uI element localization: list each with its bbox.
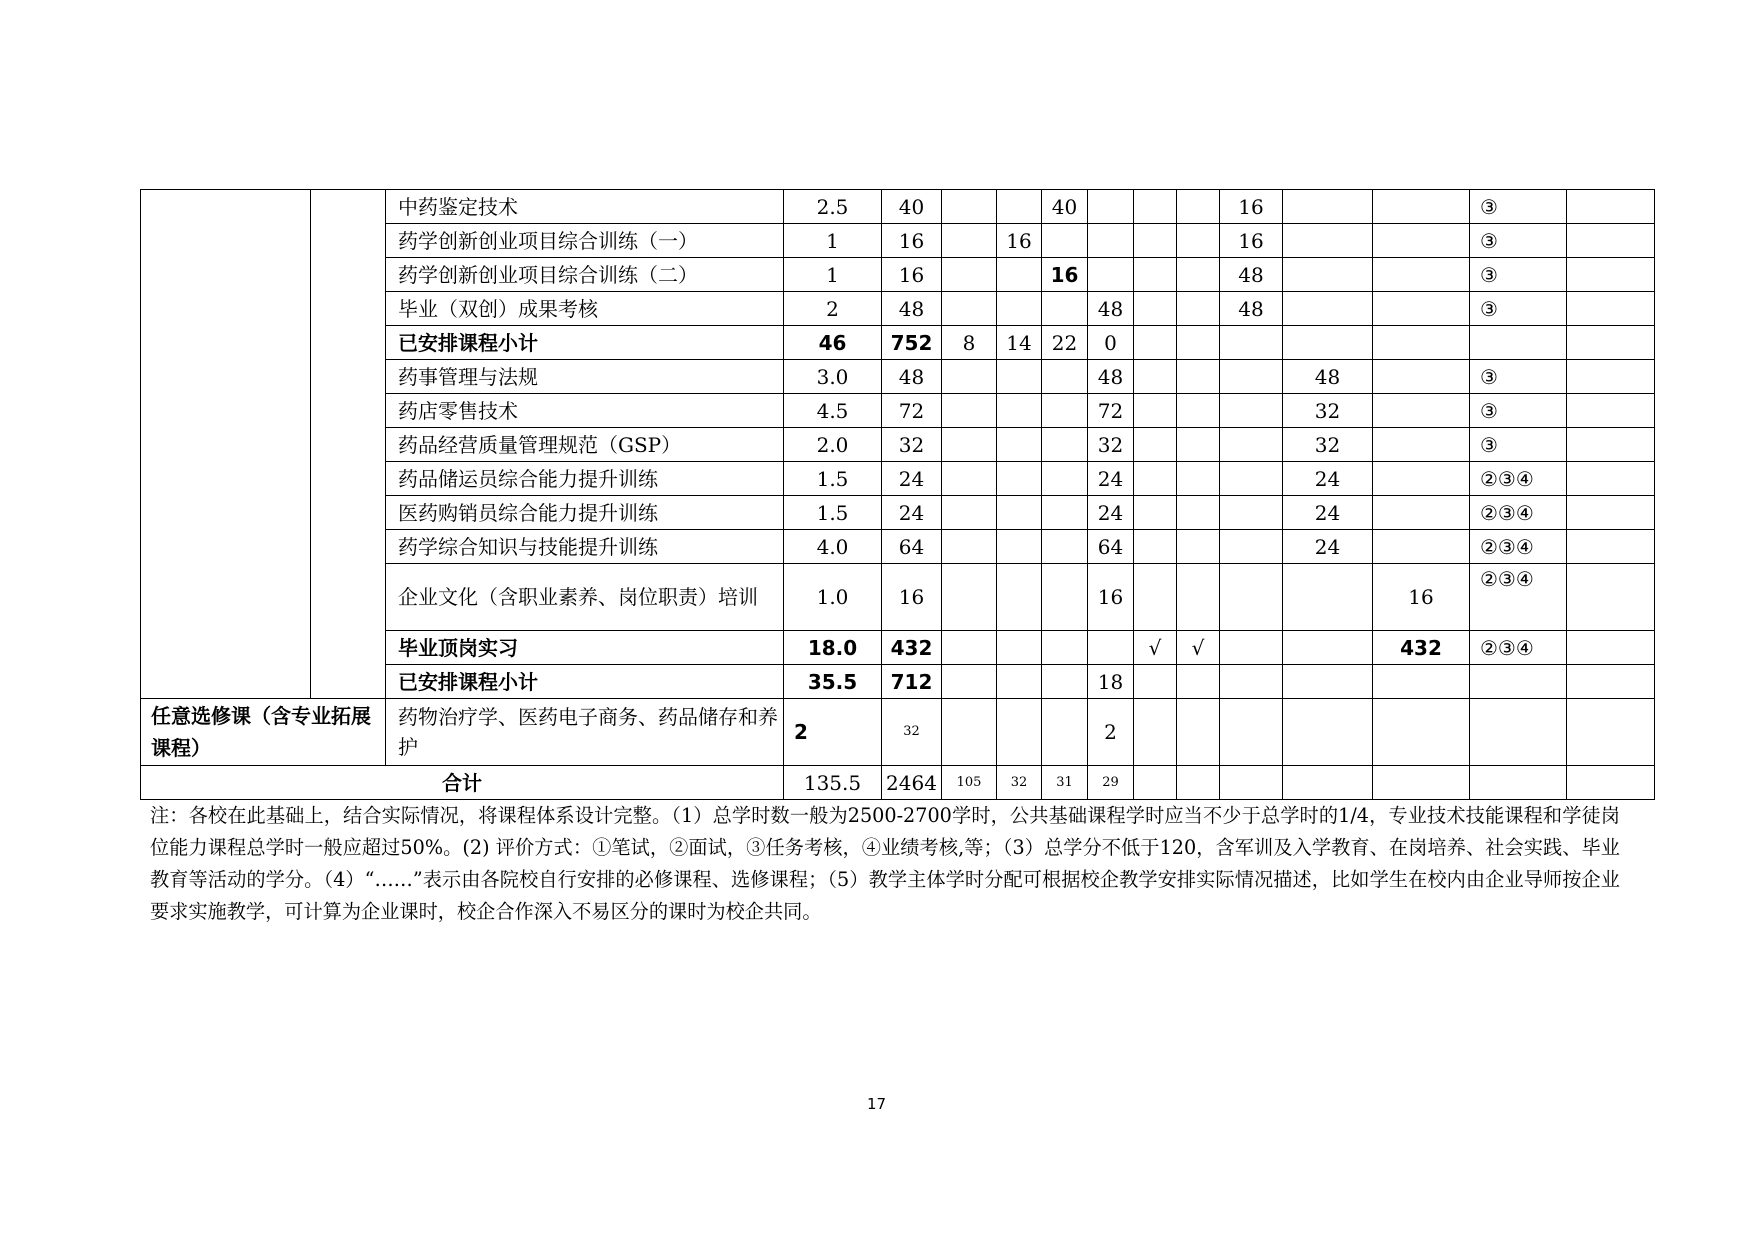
value-cell: 24 [1283,530,1373,564]
value-cell [1567,394,1655,428]
value-cell: 16 [882,224,942,258]
value-cell [1373,258,1470,292]
table-note: 注：各校在此基础上，结合实际情况，将课程体系设计完整。（1）总学时数一般为2500-2700学时，公共基础课程学时应当不少于总学时的1/4，专业技术技能课程和学徒岗位能力课程总学时一般应超过50%。(2) 评价方式：①笔试，②面试，③任务考核，④业绩考核,等；（3）总学分不低于120，含军训及入学教育、在岗培养、社会实践、毕业教育等活动的学分。（4）“……”表示由各院校自行安排的必修课程、选修课程；（5）教学主体学时分配可根据校企教学安排实际情况描述，比如学生在校内由企业导师按企业要求实施教学，可计算为企业课时，校企合作深入不易区分的课时为校企共同。 [150,804,1620,923]
value-cell [1567,496,1655,530]
value-cell [1373,665,1470,699]
value-cell [997,530,1042,564]
value-cell [1220,326,1283,360]
value-cell [1042,699,1088,766]
value-cell [942,224,997,258]
value-cell: 48 [1220,292,1283,326]
value-cell [1177,530,1220,564]
course-name-cell: 中药鉴定技术 [386,190,784,224]
value-cell [1042,292,1088,326]
value-cell [942,258,997,292]
value-cell [1042,394,1088,428]
value-cell: 46 [784,326,882,360]
value-cell [1567,631,1655,665]
total-value-cell: 29 [1088,766,1134,800]
value-cell [997,292,1042,326]
value-cell [1177,699,1220,766]
value-cell: 32 [882,428,942,462]
value-cell [1220,462,1283,496]
course-name-cell: 毕业（双创）成果考核 [386,292,784,326]
value-cell [942,360,997,394]
value-cell [1567,258,1655,292]
value-cell: 432 [882,631,942,665]
value-cell: 16 [1088,564,1134,631]
value-cell [1042,564,1088,631]
value-cell [1088,631,1134,665]
curriculum-table [140,189,1721,800]
value-cell [1042,665,1088,699]
value-cell [997,631,1042,665]
value-cell [1373,462,1470,496]
value-cell [1177,496,1220,530]
value-cell: 48 [882,292,942,326]
value-cell [1567,665,1655,699]
value-cell: 0 [1088,326,1134,360]
value-cell [1177,428,1220,462]
value-cell [1567,326,1655,360]
value-cell [1373,326,1470,360]
evaluation-cell: ③ [1470,428,1567,462]
value-cell [1134,360,1177,394]
value-cell [1283,292,1373,326]
course-name-cell: 药事管理与法规 [386,360,784,394]
evaluation-cell: ②③④ [1470,564,1567,631]
total-value-cell [1567,766,1655,800]
course-name-cell: 毕业顶岗实习 [386,631,784,665]
value-cell [1220,699,1283,766]
value-cell: 1 [784,224,882,258]
value-cell [1134,190,1177,224]
value-cell [1373,360,1470,394]
value-cell [1177,360,1220,394]
value-cell [1220,496,1283,530]
value-cell [1177,258,1220,292]
value-cell: 24 [1088,496,1134,530]
value-cell: 48 [1283,360,1373,394]
value-cell [1220,564,1283,631]
value-cell [1373,530,1470,564]
value-cell: 2 [784,699,882,766]
value-cell [1177,190,1220,224]
value-cell [997,258,1042,292]
value-cell [1177,292,1220,326]
value-cell: 2 [784,292,882,326]
value-cell: 48 [1088,292,1134,326]
evaluation-cell: ③ [1470,224,1567,258]
value-cell: 16 [1220,190,1283,224]
evaluation-cell: ③ [1470,360,1567,394]
total-value-cell: 135.5 [784,766,882,800]
course-name-cell: 药品经营质量管理规范（GSP） [386,428,784,462]
total-row [141,766,1721,800]
value-cell: 24 [1088,462,1134,496]
total-value-cell: 32 [997,766,1042,800]
value-cell [1373,428,1470,462]
evaluation-cell [1470,665,1567,699]
value-cell: 16 [1042,258,1088,292]
course-name-cell: 药学综合知识与技能提升训练 [386,530,784,564]
value-cell: 32 [1088,428,1134,462]
value-cell: 32 [882,699,942,766]
value-cell: 18.0 [784,631,882,665]
elective-category-cell: 任意选修课（含专业拓展课程） [141,699,386,766]
value-cell: 64 [882,530,942,564]
total-value-cell [1470,766,1567,800]
value-cell: 40 [882,190,942,224]
total-label-cell: 合计 [141,766,784,800]
value-cell [1373,394,1470,428]
value-cell [1567,224,1655,258]
value-cell: 16 [1373,564,1470,631]
value-cell: 32 [1283,428,1373,462]
value-cell: 2.5 [784,190,882,224]
value-cell [1088,258,1134,292]
value-cell [942,428,997,462]
course-name-cell: 已安排课程小计 [386,326,784,360]
value-cell [1220,394,1283,428]
value-cell: 432 [1373,631,1470,665]
value-cell [997,665,1042,699]
value-cell: 16 [997,224,1042,258]
total-value-cell [1134,766,1177,800]
value-cell: 24 [882,462,942,496]
value-cell [1134,462,1177,496]
elective-course-cell: 药物治疗学、医药电子商务、药品储存和养护 [386,699,784,766]
total-value-cell [1283,766,1373,800]
value-cell [1134,326,1177,360]
category-cell [141,190,311,699]
value-cell [1373,699,1470,766]
value-cell [1134,564,1177,631]
course-name-cell: 医药购销员综合能力提升训练 [386,496,784,530]
value-cell [1177,394,1220,428]
value-cell: 24 [1283,496,1373,530]
course-name-cell: 药学创新创业项目综合训练（一） [386,224,784,258]
value-cell [942,530,997,564]
value-cell: 1.5 [784,462,882,496]
value-cell: 16 [1220,224,1283,258]
value-cell [1373,190,1470,224]
value-cell [1042,428,1088,462]
value-cell [1177,665,1220,699]
value-cell: 1.5 [784,496,882,530]
value-cell: 22 [1042,326,1088,360]
value-cell [1134,530,1177,564]
value-cell [1283,326,1373,360]
value-cell [1567,360,1655,394]
value-cell: 1 [784,258,882,292]
value-cell [1134,258,1177,292]
page-number: 17 [866,1095,887,1113]
value-cell [1177,224,1220,258]
value-cell: 40 [1042,190,1088,224]
table-row [141,190,1721,224]
value-cell: 72 [882,394,942,428]
value-cell [1283,190,1373,224]
value-cell [1134,292,1177,326]
value-cell: 3.0 [784,360,882,394]
value-cell: 35.5 [784,665,882,699]
value-cell [997,394,1042,428]
value-cell: 48 [1220,258,1283,292]
value-cell [1567,190,1655,224]
value-cell: 72 [1088,394,1134,428]
value-cell [1567,292,1655,326]
value-cell [1373,496,1470,530]
value-cell [1220,530,1283,564]
evaluation-cell: ②③④ [1470,462,1567,496]
value-cell [1177,564,1220,631]
value-cell: 1.0 [784,564,882,631]
value-cell [1042,462,1088,496]
value-cell: 16 [882,564,942,631]
value-cell [1220,428,1283,462]
value-cell [1134,224,1177,258]
elective-row [141,699,1721,766]
total-value-cell: 2464 [882,766,942,800]
total-value-cell [1220,766,1283,800]
value-cell [1220,631,1283,665]
subcategory-cell [311,190,386,699]
evaluation-cell [1470,326,1567,360]
evaluation-cell: ③ [1470,258,1567,292]
value-cell: 16 [882,258,942,292]
value-cell [942,699,997,766]
value-cell [942,190,997,224]
value-cell: 14 [997,326,1042,360]
value-cell: √ [1177,631,1220,665]
value-cell [1470,699,1567,766]
value-cell [1283,665,1373,699]
value-cell [1220,665,1283,699]
value-cell [1088,190,1134,224]
value-cell: 64 [1088,530,1134,564]
value-cell [997,496,1042,530]
evaluation-cell: ②③④ [1470,530,1567,564]
value-cell: 24 [1283,462,1373,496]
value-cell: 18 [1088,665,1134,699]
course-name-cell: 已安排课程小计 [386,665,784,699]
value-cell [942,564,997,631]
value-cell [942,631,997,665]
value-cell [1567,428,1655,462]
value-cell: 712 [882,665,942,699]
value-cell: 4.0 [784,530,882,564]
value-cell [1567,462,1655,496]
value-cell [997,190,1042,224]
value-cell: 752 [882,326,942,360]
value-cell: 2 [1088,699,1134,766]
value-cell [1134,699,1177,766]
course-name-cell: 药学创新创业项目综合训练（二） [386,258,784,292]
course-name-cell: 药品储运员综合能力提升训练 [386,462,784,496]
value-cell: 48 [1088,360,1134,394]
value-cell [997,428,1042,462]
value-cell [997,462,1042,496]
value-cell: √ [1134,631,1177,665]
value-cell [1134,496,1177,530]
value-cell [1042,496,1088,530]
value-cell [1177,462,1220,496]
value-cell: 8 [942,326,997,360]
course-name-cell: 企业文化（含职业素养、岗位职责）培训 [386,564,784,631]
value-cell [942,462,997,496]
value-cell: 32 [1283,394,1373,428]
value-cell [1567,530,1655,564]
value-cell [1042,360,1088,394]
value-cell [942,496,997,530]
evaluation-cell: ②③④ [1470,631,1567,665]
value-cell [997,564,1042,631]
evaluation-cell: ②③④ [1470,496,1567,530]
total-value-cell: 31 [1042,766,1088,800]
value-cell [1134,394,1177,428]
value-cell: 2.0 [784,428,882,462]
value-cell [1220,360,1283,394]
evaluation-cell: ③ [1470,190,1567,224]
value-cell [997,699,1042,766]
value-cell [1373,292,1470,326]
value-cell: 24 [882,496,942,530]
value-cell [1177,326,1220,360]
value-cell [1088,224,1134,258]
total-value-cell [1177,766,1220,800]
value-cell [1042,631,1088,665]
value-cell [1134,428,1177,462]
value-cell: 48 [882,360,942,394]
value-cell [1283,258,1373,292]
value-cell [942,292,997,326]
total-value-cell: 105 [942,766,997,800]
value-cell [1567,564,1655,631]
value-cell [942,665,997,699]
value-cell [1283,564,1373,631]
value-cell [1567,699,1655,766]
course-name-cell: 药店零售技术 [386,394,784,428]
value-cell [1283,699,1373,766]
total-value-cell [1373,766,1470,800]
evaluation-cell: ③ [1470,292,1567,326]
value-cell [1042,224,1088,258]
evaluation-cell: ③ [1470,394,1567,428]
value-cell [1134,665,1177,699]
value-cell [1283,224,1373,258]
value-cell [1373,224,1470,258]
value-cell: 4.5 [784,394,882,428]
value-cell [1283,631,1373,665]
value-cell [1042,530,1088,564]
value-cell [942,394,997,428]
value-cell [997,360,1042,394]
